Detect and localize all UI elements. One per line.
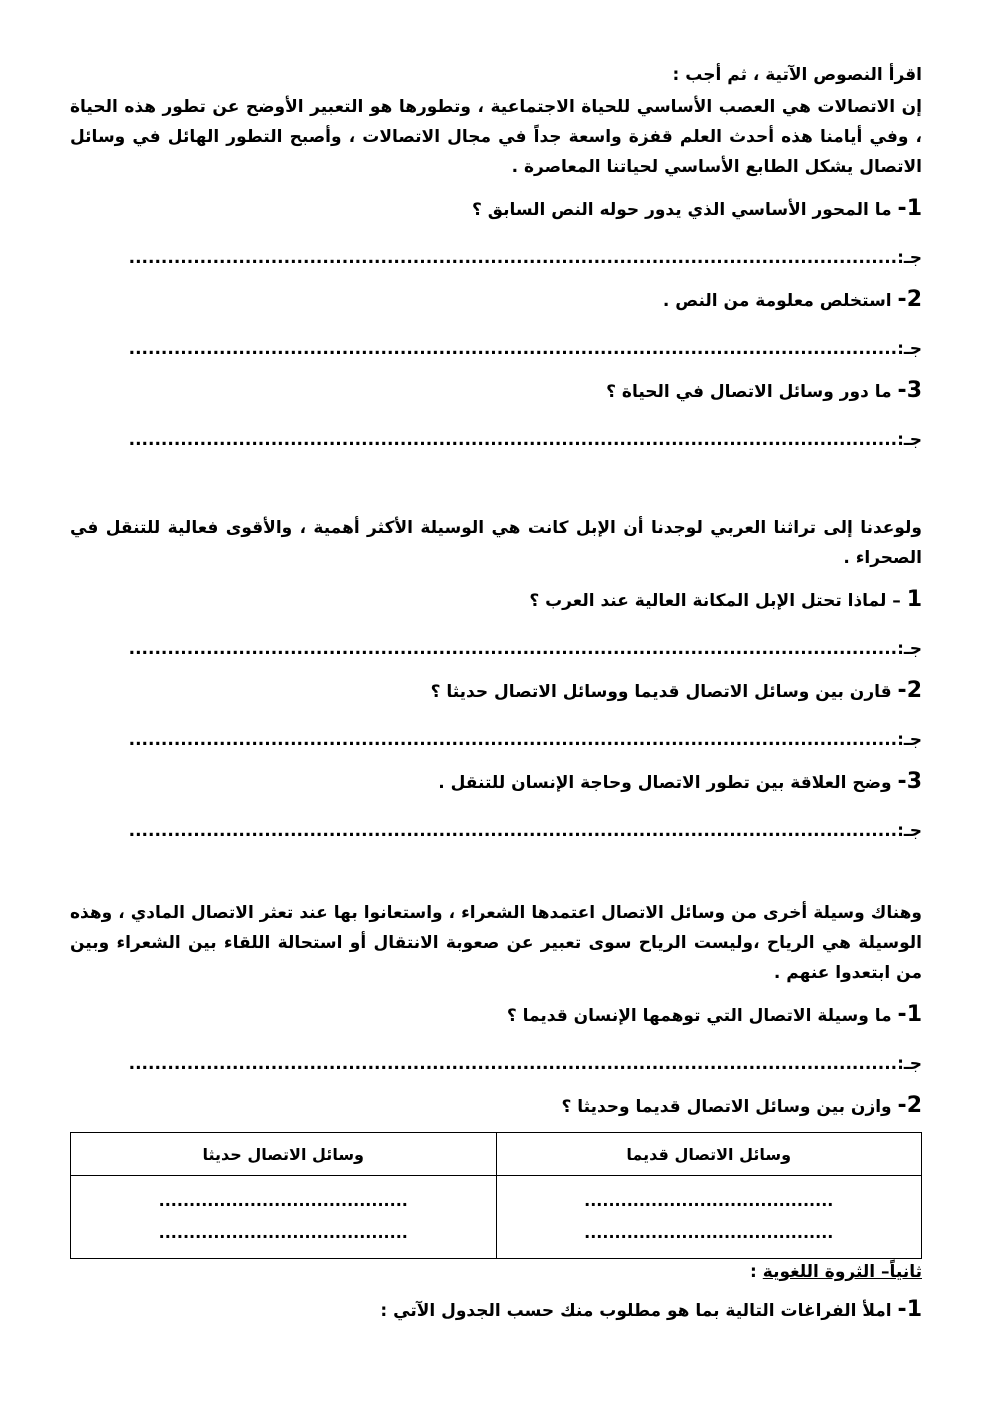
question-number: 1- [897, 1297, 922, 1322]
question-number: 2- [897, 287, 922, 312]
header-new-means: وسائل الاتصال حديثا [71, 1133, 497, 1176]
comparison-table [70, 1132, 922, 1259]
question-number: 3- [897, 769, 922, 794]
spacer [70, 846, 922, 898]
blank-line[interactable]: ......................................... [158, 1191, 408, 1210]
question-text: ما وسيلة الاتصال التي توهمها الإنسان قديما ؟ [506, 1006, 898, 1026]
question-1-1 [70, 194, 922, 225]
question-text: وازن بين وسائل الاتصال قديما وحديثا ؟ [561, 1097, 898, 1117]
table-row [71, 1176, 922, 1259]
question-number: 1- [897, 196, 922, 221]
cell-old-means[interactable] [496, 1176, 922, 1259]
passage-2: ولوعدنا إلى تراثنا العربي لوجدنا أن الإبل كانت هي الوسيلة الأكثر أهمية ، والأقوى فعالية للتنقل في الصحراء . [70, 518, 922, 568]
section-2-title [70, 1259, 922, 1285]
question-number: 3- [897, 378, 922, 403]
question-text: قارن بين وسائل الاتصال قديما ووسائل الاتصال حديثا ؟ [430, 682, 898, 702]
section-title-text: ثانياً– الثروة اللغوية [762, 1262, 922, 1282]
answer-line[interactable]: جـ:....................................................................................................................... [128, 730, 922, 750]
question-number: 2- [897, 1093, 922, 1118]
question-1-2 [70, 285, 922, 316]
question-1-3 [70, 376, 922, 407]
question-2-3 [70, 767, 922, 798]
question-number: 1- [897, 1002, 922, 1027]
answer-line[interactable]: جـ:....................................................................................................................... [128, 339, 922, 359]
blank-line[interactable]: ......................................... [584, 1223, 834, 1242]
answer-line[interactable]: جـ:....................................................................................................................... [128, 639, 922, 659]
section-title-colon: : [750, 1262, 763, 1282]
passage-1: إن الاتصالات هي العصب الأساسي للحياة الاجتماعية ، وتطورها هو التعبير الأوضح عن تطور هذه الحياة ، وفي أيامنا هذه أحدث العلم قفزة واسعة جداً في مجال الاتصالات ، وأصبح التطور الهائل في وسائل الاتصال يشكل الطابع الأساسي لحياتنا المعاصرة . [70, 97, 922, 177]
question-text: املأ الفراغات التالية بما هو مطلوب منك حسب الجدول الآتي : [380, 1301, 898, 1321]
question-2-1 [70, 585, 922, 616]
spacer [70, 455, 922, 513]
header-old-means: وسائل الاتصال قديما [496, 1133, 922, 1176]
cell-new-means[interactable] [71, 1176, 497, 1259]
question-text: استخلص معلومة من النص . [662, 291, 898, 311]
question-3-2 [70, 1091, 922, 1122]
question-text: ما المحور الأساسي الذي يدور حوله النص السابق ؟ [471, 200, 898, 220]
question-2-2 [70, 676, 922, 707]
question-text: وضح العلاقة بين تطور الاتصال وحاجة الإنسان للتنقل . [438, 773, 898, 793]
table-header-row [71, 1133, 922, 1176]
question-3-1 [70, 1000, 922, 1031]
answer-line[interactable]: جـ:....................................................................................................................... [128, 1054, 922, 1074]
question-number: 2- [897, 678, 922, 703]
question-number: 1 [906, 587, 922, 612]
instruction: اقرأ النصوص الآتية ، ثم أجب : [672, 65, 922, 85]
question-text: ما دور وسائل الاتصال في الحياة ؟ [606, 382, 898, 402]
blank-line[interactable]: ......................................... [584, 1191, 834, 1210]
blank-line[interactable]: ......................................... [158, 1223, 408, 1242]
question-4-1 [70, 1295, 922, 1326]
passage-3: وهناك وسيلة أخرى من وسائل الاتصال اعتمدها الشعراء ، واستعانوا بها عند تعثر الاتصال المادي ، وهذه الوسيلة هي الرياح ،وليست الرياح سوى تعبير عن صعوبة الانتقال أو استحالة اللقاء بين الشعراء وبين من ابتعدوا عنهم . [70, 903, 922, 983]
worksheet-page [70, 60, 922, 1326]
answer-line[interactable]: جـ:....................................................................................................................... [128, 821, 922, 841]
question-text: – لماذا تحتل الإبل المكانة العالية عند العرب ؟ [529, 591, 907, 611]
answer-line[interactable]: جـ:....................................................................................................................... [128, 430, 922, 450]
answer-line[interactable]: جـ:....................................................................................................................... [128, 248, 922, 268]
